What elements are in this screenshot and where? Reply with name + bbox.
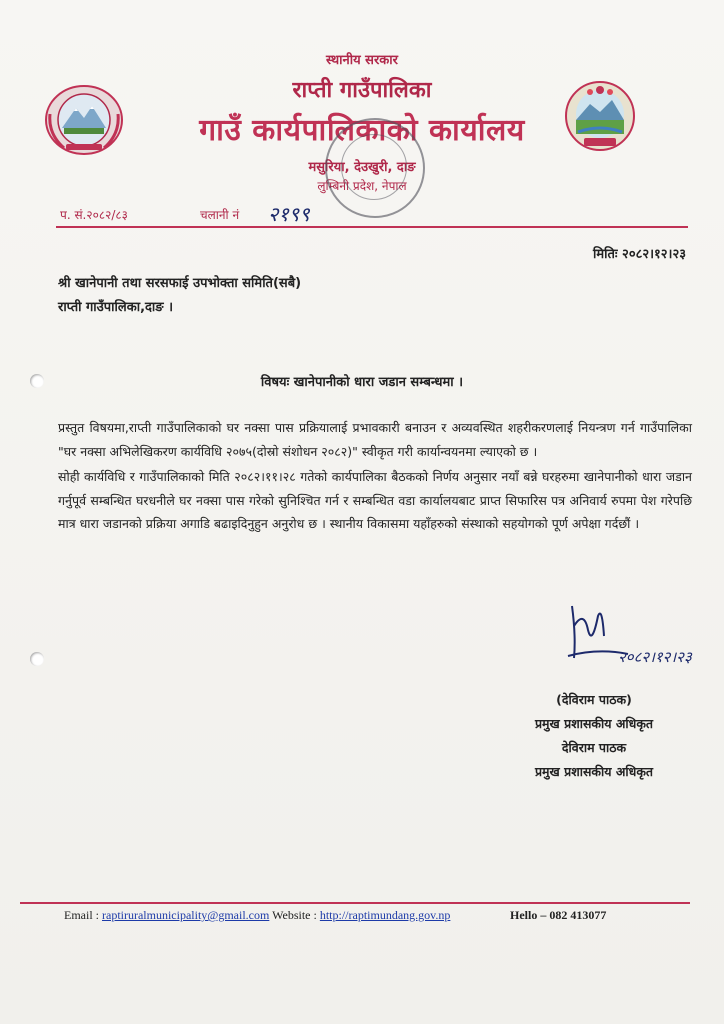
punch-hole-top [30,374,44,388]
website-link[interactable]: http://raptimundang.gov.np [319,908,451,922]
addressee-block [58,272,301,320]
website-label: Website : [272,908,317,922]
office-title: गाउँ कार्यपालिकाको कार्यालय [199,113,525,148]
address-line-2: लुम्बिनी प्रदेश, नेपाल [317,179,407,193]
email-link[interactable]: raptiruralmunicipality@gmail.com [102,908,270,922]
signatory-title: प्रमुख प्रशासकीय अधिकृत [534,716,654,731]
reference-row [60,202,690,224]
dispatch-label: चलानी नं [200,208,240,222]
signatory-name: (देविराम पाठक) [556,692,632,707]
stamped-title: प्रमुख प्रशासकीय अधिकृत [534,764,654,779]
municipality-name: राप्ती गाउँपालिका [292,78,432,103]
stamped-name: देविराम पाठक [561,740,627,755]
punch-hole-bottom [30,652,44,666]
footer [64,908,704,923]
addressee-line-1: श्री खानेपानी तथा सरसफाई उपभोक्ता समिति(सबै) [58,276,302,291]
phone-number: Hello – 082 413077 [510,908,607,922]
signatory-block [494,688,694,784]
signature-date: २०८२।१२।२३ [618,648,692,666]
address-line-1: मसुरिया, देउखुरी, दाङ [308,160,416,175]
government-label: स्थानीय सरकार [326,53,398,68]
handwritten-signature [558,596,708,674]
footer-divider [20,902,690,904]
header-divider [56,226,688,228]
addressee-line-2: राप्ती गाउँपालिका,दाङ । [58,300,174,315]
dispatch-number: २१९९ [268,202,310,226]
email-label: Email : [64,908,99,922]
body-paragraph-1: प्रस्तुत विषयमा,राप्ती गाउँपालिकाको घर नक्सा पास प्रक्रियालाई प्रभावकारी बनाउन र अव्यवस्थित शहरीकरणलाई नियन्त्रण गर्न गाउँपालिका "घर नक्सा अभिलेखिकरण कार्यविधि २०७५(दोस्रो संशोधन २०८२)" स्वीकृत गरी कार्यान्वयनमा ल्याएको छ । [58,420,692,459]
subject-line: विषयः खानेपानीको धारा जडान सम्बन्धमा । [260,375,464,390]
letter-date: मितिः २०८२।१२।२३ [592,247,686,262]
reference-number: प. सं.२०८२/८३ [60,208,128,222]
letter-body [58,416,692,538]
body-paragraph-2: सोही कार्यविधि र गाउँपालिकाको मिति २०८२।११।२८ गतेको कार्यपालिका बैठकको निर्णय अनुसार नयाँ बन्ने घरहरुमा खानेपानीको धारा जडान गर्नुपूर्व सम्बन्धित घरधनीले घर नक्सा पास गरेको सुनिश्चित गर्न र सम्बन्धित वडा कार्यालयबाट प्राप्त सिफारिस पत्र अनिवार्य रुपमा पेश गरेपछि मात्र धारा जडानको प्रक्रिया अगाडि बढाइदिनुहुन अनुरोध छ । स्थानीय विकासमा यहाँहरुको संस्थाको सहयोगको पूर्ण अपेक्षा गर्दछौं । [58,469,692,531]
